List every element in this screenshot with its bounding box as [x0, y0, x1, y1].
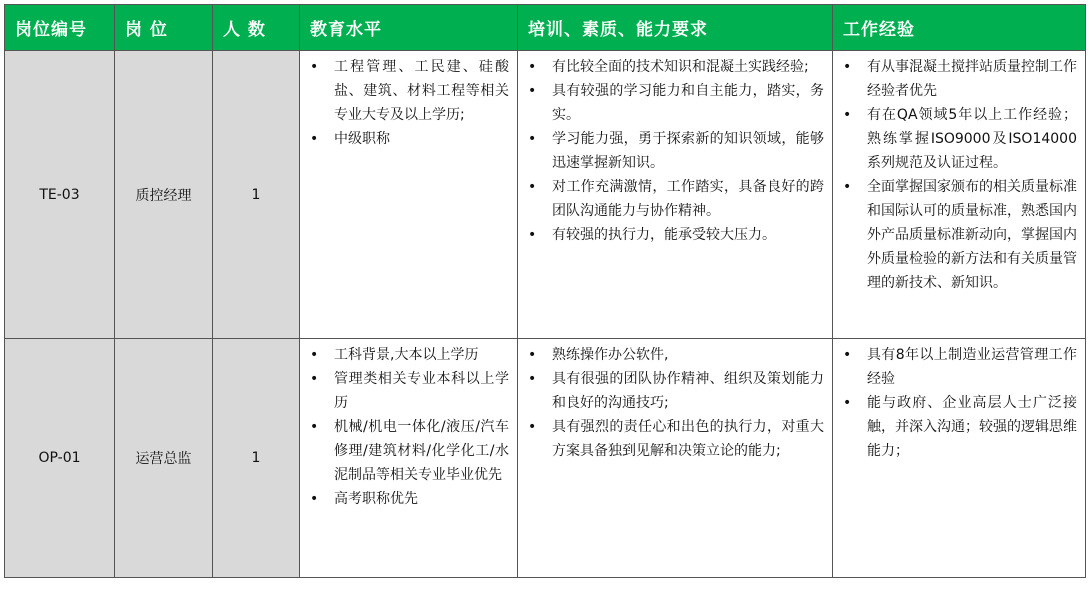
- list-item: • 工程管理、工民建、硅酸盐、建筑、材料工程等相关专业大专及以上学历;: [306, 55, 509, 127]
- education-list: [306, 343, 509, 511]
- training-list: [524, 55, 824, 247]
- cell-position-code: OP-01: [5, 339, 115, 578]
- table-row: [5, 339, 1086, 578]
- list-item: • 有比较全面的技术知识和混凝土实践经验;: [524, 55, 824, 79]
- list-item: • 机械/机电一体化/液压/汽车修理/建筑材料/化学化工/水泥制品等相关专业毕业优先: [306, 415, 509, 487]
- header-position-code: 岗位编号: [5, 5, 115, 51]
- cell-training: [518, 51, 833, 339]
- cell-headcount: 1: [213, 51, 300, 339]
- list-item: • 高考职称优先: [306, 487, 509, 511]
- list-item: • 熟练操作办公软件,: [524, 343, 824, 367]
- cell-headcount: 1: [213, 339, 300, 578]
- cell-position-code: TE-03: [5, 51, 115, 339]
- header-row: [5, 5, 1086, 51]
- cell-training: [518, 339, 833, 578]
- list-item: • 具有较强的学习能力和自主能力，踏实，务实。: [524, 79, 824, 127]
- header-education: 教育水平: [300, 5, 518, 51]
- header-experience: 工作经验: [833, 5, 1086, 51]
- list-item: • 有较强的执行力，能承受较大压力。: [524, 223, 824, 247]
- list-item: • 具有强烈的责任心和出色的执行力，对重大方案具备独到见解和决策立论的能力;: [524, 415, 824, 463]
- list-item: • 有在QA领域5年以上工作经验；熟练掌握ISO9000及ISO14000系列规范及认证过程。: [839, 103, 1077, 175]
- list-item: • 具有8年以上制造业运营管理工作经验: [839, 343, 1077, 391]
- experience-list: [839, 343, 1077, 463]
- list-item: • 对工作充满激情，工作踏实，具备良好的跨团队沟通能力与协作精神。: [524, 175, 824, 223]
- cell-experience: [833, 51, 1086, 339]
- header-training: 培训、素质、能力要求: [518, 5, 833, 51]
- list-item: • 工科背景,大本以上学历: [306, 343, 509, 367]
- list-item: • 能与政府、企业高层人士广泛接触，并深入沟通；较强的逻辑思维能力；: [839, 391, 1077, 463]
- table-row: [5, 51, 1086, 339]
- experience-list: [839, 55, 1077, 295]
- job-requirements-table: [4, 4, 1086, 578]
- training-list: [524, 343, 824, 463]
- header-headcount: 人 数: [213, 5, 300, 51]
- list-item: • 中级职称: [306, 127, 509, 151]
- list-item: • 具有很强的团队协作精神、组织及策划能力和良好的沟通技巧;: [524, 367, 824, 415]
- header-position: 岗 位: [115, 5, 213, 51]
- cell-position: 质控经理: [115, 51, 213, 339]
- list-item: • 管理类相关专业本科以上学历: [306, 367, 509, 415]
- cell-education: [300, 339, 518, 578]
- list-item: • 有从事混凝土搅拌站质量控制工作经验者优先: [839, 55, 1077, 103]
- cell-education: [300, 51, 518, 339]
- cell-experience: [833, 339, 1086, 578]
- education-list: [306, 55, 509, 151]
- list-item: • 学习能力强，勇于探索新的知识领域，能够迅速掌握新知识。: [524, 127, 824, 175]
- cell-position: 运营总监: [115, 339, 213, 578]
- list-item: • 全面掌握国家颁布的相关质量标准和国际认可的质量标准，熟悉国内外产品质量标准新动向，掌握国内外质量检验的新方法和有关质量管理的新技术、新知识。: [839, 175, 1077, 295]
